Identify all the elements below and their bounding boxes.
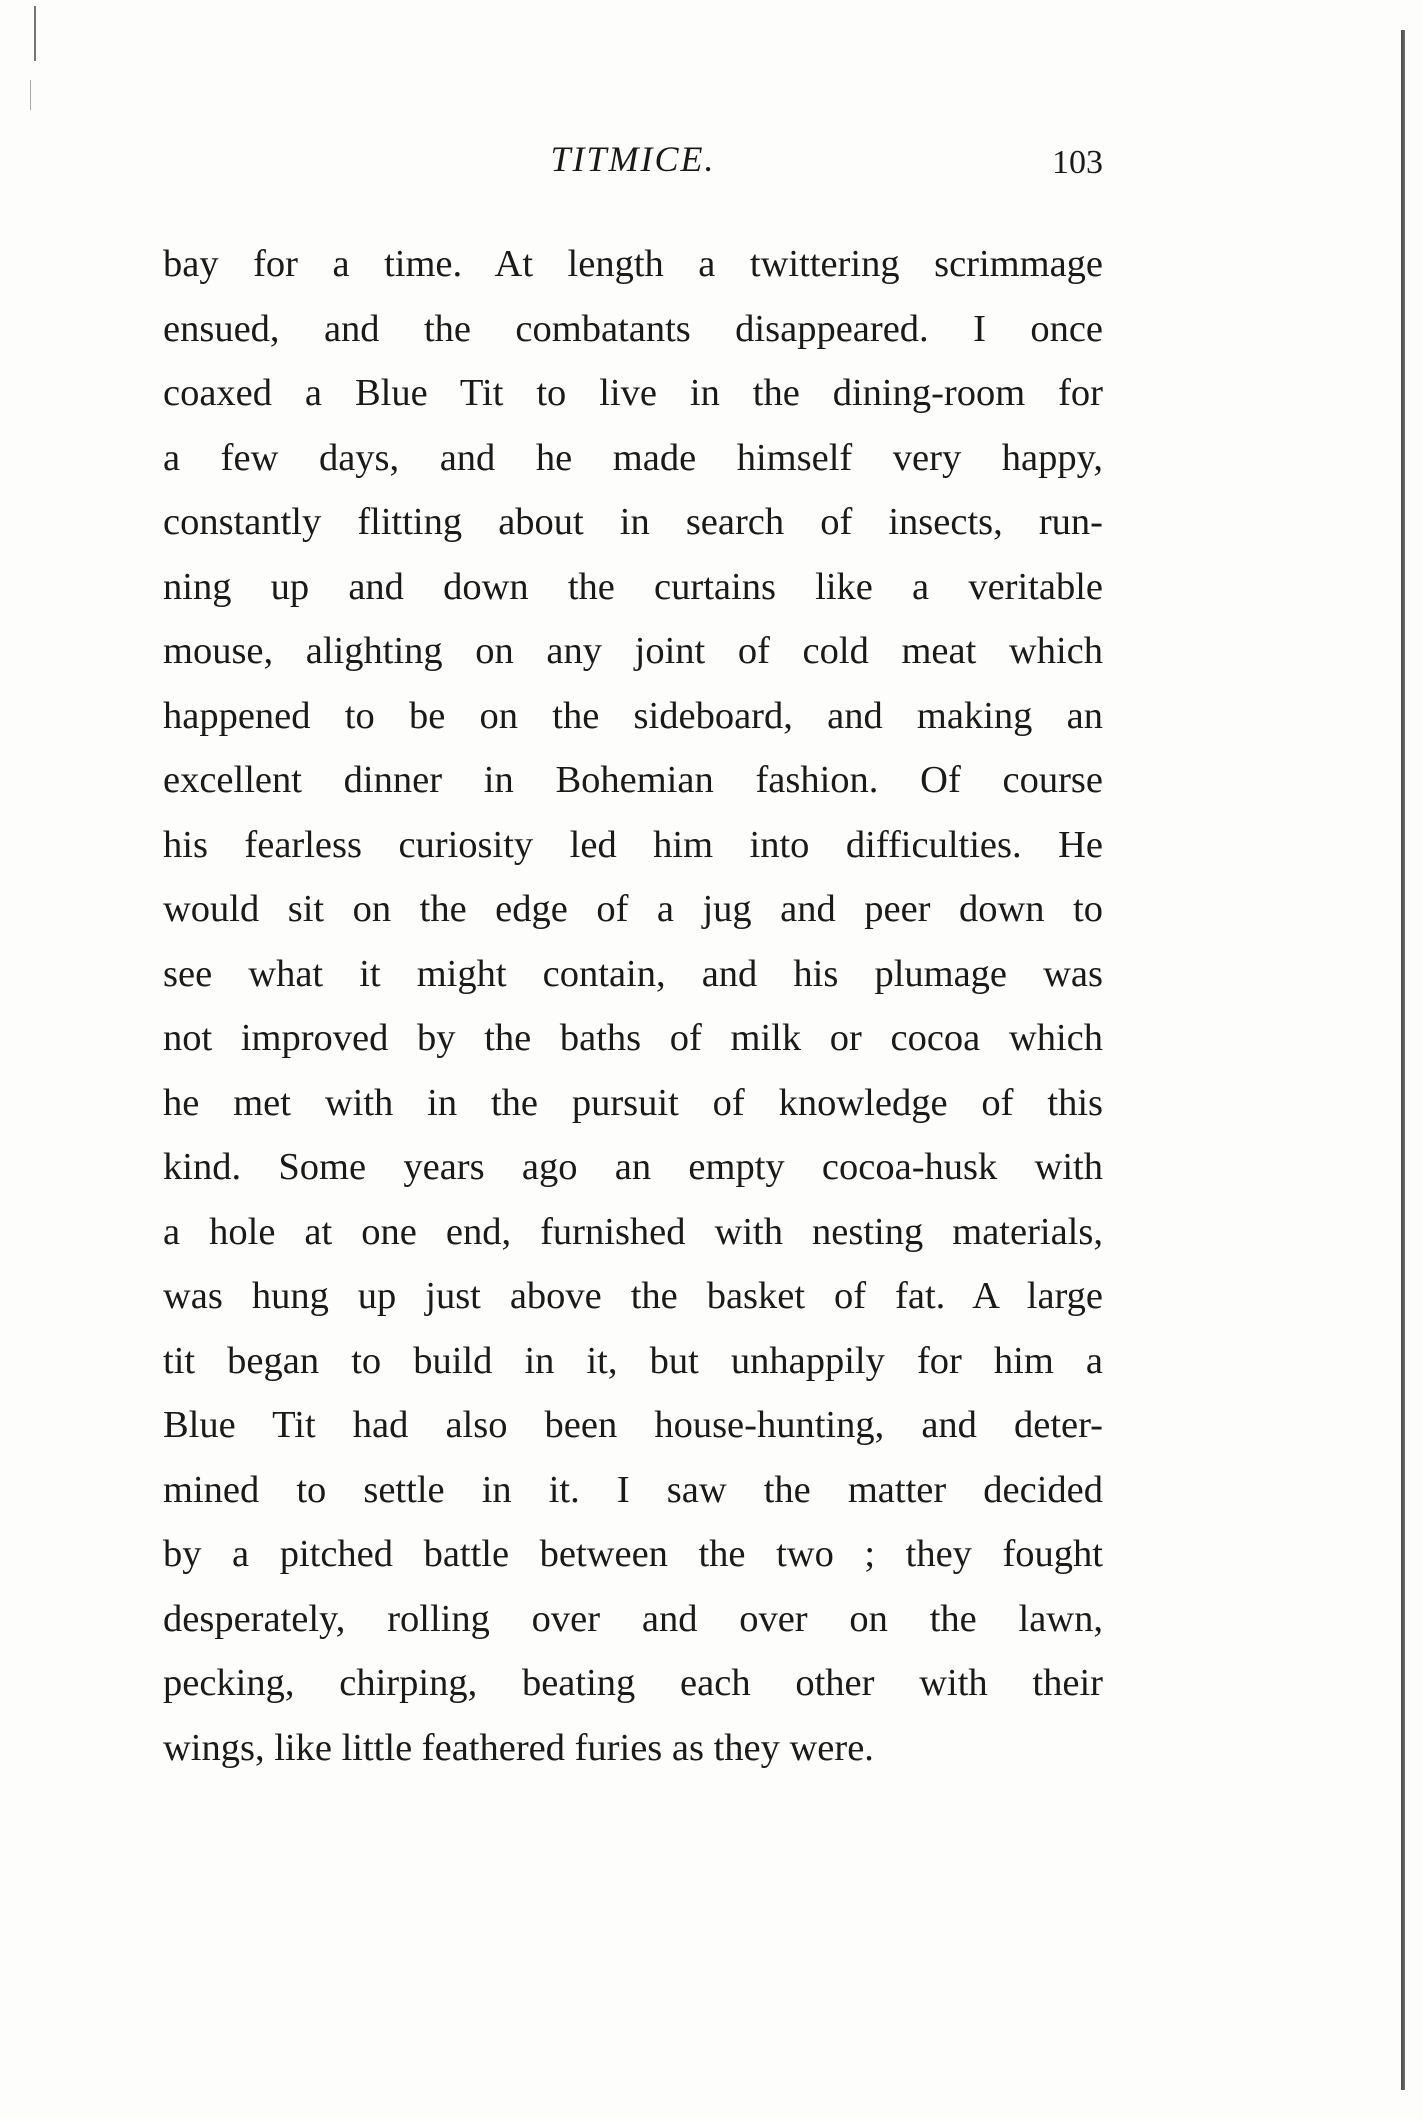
- text-line: coaxed a Blue Tit to live in the dining-room for: [163, 372, 1103, 414]
- page-number: 103: [1052, 144, 1103, 181]
- text-line: a hole at one end, furnished with nesting materials,: [163, 1210, 1103, 1253]
- text-line: mined to settle in it. I saw the matter decided: [163, 1468, 1103, 1511]
- text-line: not improved by the baths of milk or cocoa which: [163, 1017, 1103, 1059]
- text-line: ensued, and the combatants disappeared. I once: [163, 307, 1103, 350]
- text-line: Blue Tit had also been house-hunting, and deter-: [163, 1404, 1103, 1446]
- text-line: ning up and down the curtains like a veritable: [163, 565, 1103, 608]
- text-line: would sit on the edge of a jug and peer down to: [163, 888, 1103, 930]
- text-line: excellent dinner in Bohemian fashion. Of course: [163, 759, 1103, 801]
- text-line: by a pitched battle between the two ; they fought: [163, 1533, 1103, 1575]
- running-head-title: TITMICE.: [550, 139, 716, 179]
- text-line: see what it might contain, and his plumage was: [163, 952, 1103, 995]
- text-line: constantly flitting about in search of insects, run-: [163, 501, 1103, 543]
- text-line: was hung up just above the basket of fat. A large: [163, 1275, 1103, 1317]
- text-line: pecking, chirping, beating each other with their: [163, 1662, 1103, 1704]
- text-line: a few days, and he made himself very happy,: [163, 436, 1103, 479]
- scan-mark: [30, 80, 31, 110]
- body-text: [163, 232, 1103, 1780]
- text-line: he met with in the pursuit of knowledge of this: [163, 1081, 1103, 1124]
- text-line: tit began to build in it, but unhappily for him a: [163, 1339, 1103, 1382]
- text-line: mouse, alighting on any joint of cold meat which: [163, 630, 1103, 672]
- text-line: happened to be on the sideboard, and making an: [163, 694, 1103, 737]
- running-head: [163, 138, 1103, 198]
- scan-mark: [34, 6, 36, 61]
- text-line: bay for a time. At length a twittering scrimmage: [163, 243, 1103, 285]
- text-line: his fearless curiosity led him into difficulties. He: [163, 823, 1103, 866]
- text-line: kind. Some years ago an empty cocoa-husk with: [163, 1146, 1103, 1188]
- text-line: wings, like little feathered furies as they were.: [163, 1726, 874, 1769]
- text-line: desperately, rolling over and over on the lawn,: [163, 1597, 1103, 1640]
- page-edge-shadow: [1401, 30, 1405, 2090]
